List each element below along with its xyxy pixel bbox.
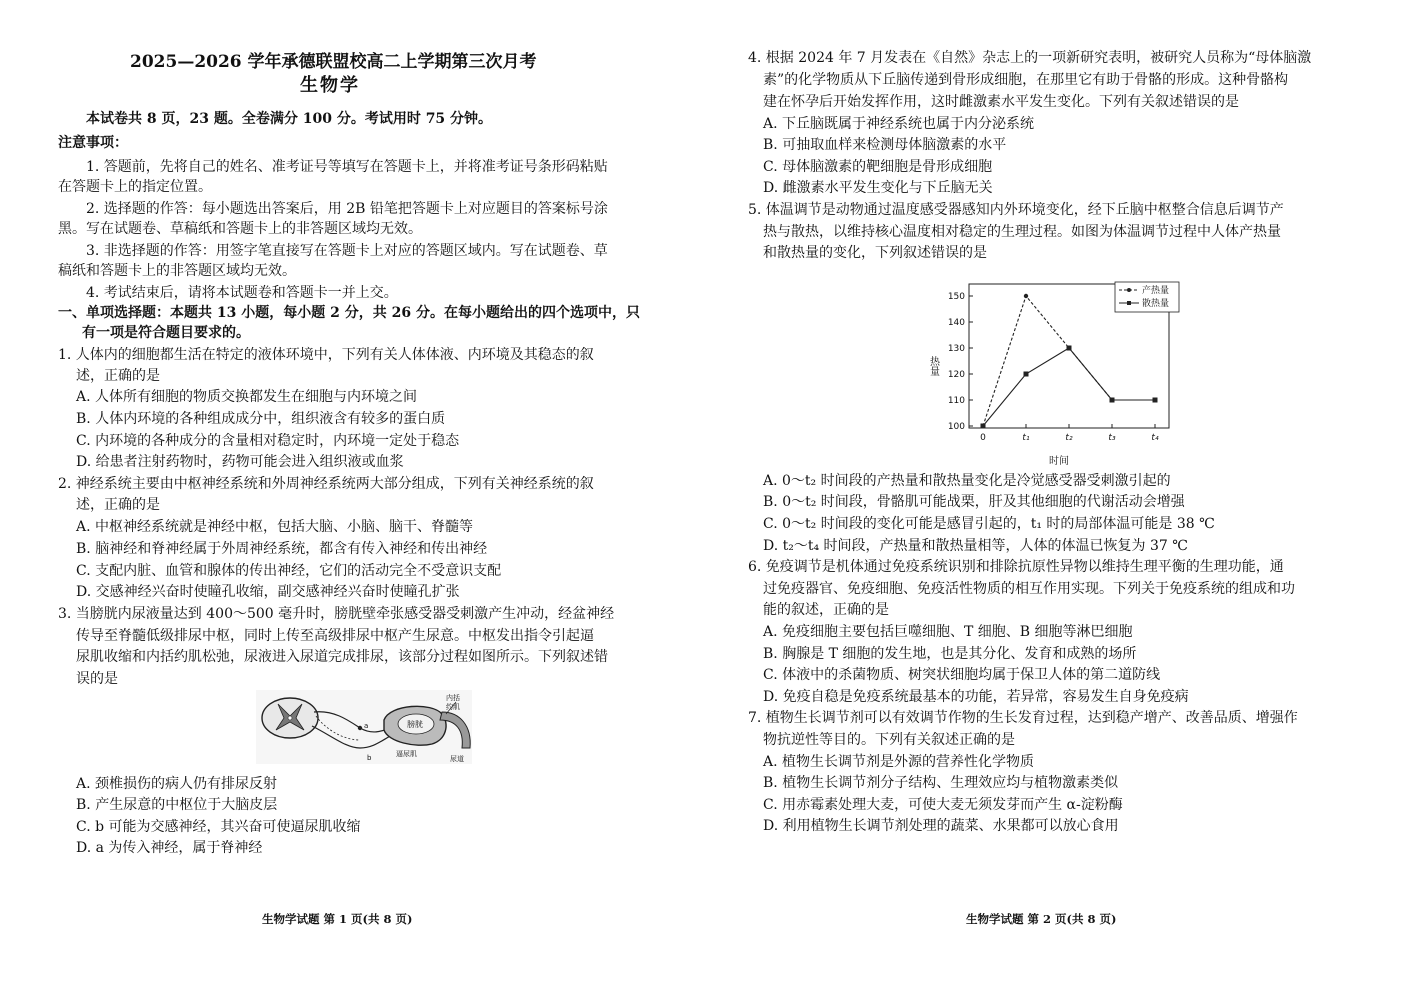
question-6-option-d: D. 免疫自稳是免疫系统最基本的功能，若异常，容易发生自身免疫病 bbox=[763, 689, 1189, 705]
question-7-option-c: C. 用赤霉素处理大麦，可使大麦无须发芽而产生 α-淀粉酶 bbox=[763, 797, 1123, 813]
heat-dissipation-point bbox=[1110, 398, 1115, 403]
section-heading: 一、单项选择题：本题共 13 小题，每小题 2 分，共 26 分。在每小题给出的四个选项中，只 bbox=[58, 305, 640, 321]
question-6-stem: 6. 免疫调节是机体通过免疫系统识别和排除抗原性异物以维持生理平衡的生理功能，通 bbox=[748, 559, 1284, 575]
question-1-stem: 述，正确的是 bbox=[76, 368, 160, 384]
question-6-option-b: B. 胸腺是 T 细胞的发生地，也是其分化、发育和成熟的场所 bbox=[763, 646, 1137, 662]
question-3-stem: 误的是 bbox=[76, 671, 118, 687]
question-6-stem: 过免疫器官、免疫细胞、免疫活性物质的相互作用实现。下列关于免疫系统的组成和功 bbox=[763, 581, 1295, 597]
question-2-option-a: A. 中枢神经系统就是神经中枢，包括大脑、小脑、脑干、脊髓等 bbox=[76, 519, 474, 535]
note-line: 1. 答题前，先将自己的姓名、准考证号等填写在答题卡上，并将准考证号条形码粘贴 bbox=[86, 159, 608, 175]
question-6-option-a: A. 免疫细胞主要包括巨噬细胞、T 细胞、B 细胞等淋巴细胞 bbox=[763, 624, 1133, 640]
question-3-stem: 尿肌收缩和内括约肌松弛，尿液进入尿道完成排尿，该部分过程如图所示。下列叙述错 bbox=[76, 649, 608, 665]
spinal-cord-section bbox=[262, 698, 318, 738]
question-3-option-a: A. 颈椎损伤的病人仍有排尿反射 bbox=[76, 776, 278, 792]
question-4-option-a: A. 下丘脑既属于神经系统也属于内分泌系统 bbox=[763, 116, 1035, 132]
y-tick-label: 150 bbox=[947, 292, 965, 302]
subject-title: 生物学 bbox=[300, 75, 360, 96]
chart-legend bbox=[1115, 282, 1179, 312]
question-5-stem: 热与散热，以维持核心温度相对稳定的生理过程。如图为体温调节过程中人体产热量 bbox=[763, 224, 1281, 240]
note-line: 黑。写在试题卷、草稿纸和答题卡上的非答题区域均无效。 bbox=[58, 221, 422, 237]
question-3-stem: 3. 当膀胱内尿液量达到 400～500 毫升时，膀胱壁牵张感受器受刺激产生冲动，经盆神经 bbox=[58, 606, 615, 622]
label-detrusor: 逼尿肌 bbox=[396, 750, 417, 758]
series-heat-dissipation-line bbox=[983, 348, 1155, 426]
question-2-option-b: B. 脑神经和脊神经属于外周神经系统，都含有传入神经和传出神经 bbox=[76, 541, 488, 557]
heat-chart bbox=[919, 272, 1189, 468]
heat-dissipation-point bbox=[1024, 372, 1029, 377]
label-sphincter-line2: 约肌 bbox=[446, 703, 460, 711]
notes-title: 注意事项： bbox=[58, 135, 128, 151]
page-2 bbox=[709, 0, 1418, 983]
y-tick-label: 140 bbox=[947, 318, 965, 328]
exam-info: 本试卷共 8 页，23 题。全卷满分 100 分。考试用时 75 分钟。 bbox=[86, 111, 493, 127]
x-tick-label: t₂ bbox=[1065, 433, 1073, 443]
note-line: 3. 非选择题的作答：用签字笔直接写在答题卡上对应的答题区域内。写在试题卷、草 bbox=[86, 243, 608, 259]
question-3-option-d: D. a 为传入神经，属于脊神经 bbox=[76, 840, 263, 856]
label-a: a bbox=[364, 722, 369, 730]
question-7-stem: 7. 植物生长调节剂可以有效调节作物的生长发育过程，达到稳产增产、改善品质、增强作 bbox=[748, 710, 1298, 726]
x-tick-label: t₃ bbox=[1108, 433, 1116, 443]
section-heading: 有一项是符合题目要求的。 bbox=[82, 325, 250, 341]
question-1-option-b: B. 人体内环境的各种组成成分中，组织液含有较多的蛋白质 bbox=[76, 411, 446, 427]
question-3-option-c: C. b 可能为交感神经，其兴奋可使逼尿肌收缩 bbox=[76, 819, 361, 835]
x-tick-label: 0 bbox=[980, 433, 986, 443]
question-4-stem: 素”的化学物质从下丘脑传递到骨形成细胞，在那里它有助于骨骼的形成。这种骨骼构 bbox=[763, 72, 1289, 88]
question-1-option-d: D. 给患者注射药物时，药物可能会进入组织液或血浆 bbox=[76, 454, 404, 470]
page-footer: 生物学试题 第 2 页(共 8 页) bbox=[966, 912, 1117, 926]
heat-dissipation-point bbox=[981, 424, 986, 429]
note-line: 2. 选择题的作答：每小题选出答案后，用 2B 铅笔把答题卡上对应题目的答案标号涂 bbox=[86, 201, 608, 217]
question-1-option-c: C. 内环境的各种成分的含量相对稳定时，内环境一定处于稳态 bbox=[76, 433, 460, 449]
question-4-stem: 建在怀孕后开始发挥作用，这时雌激素水平发生变化。下列有关叙述错误的是 bbox=[763, 94, 1239, 110]
x-tick-label: t₄ bbox=[1151, 433, 1159, 443]
question-5-option-a: A. 0～t₂ 时间段的产热量和散热量变化是冷觉感受器受刺激引起的 bbox=[763, 473, 1171, 489]
note-line: 在答题卡上的指定位置。 bbox=[58, 179, 212, 195]
x-tick-label: t₁ bbox=[1022, 433, 1030, 443]
heat-production-point bbox=[1024, 294, 1028, 298]
question-4-option-c: C. 母体脑激素的靶细胞是骨形成细胞 bbox=[763, 159, 993, 175]
label-sphincter-line1: 内括 bbox=[446, 694, 460, 702]
chart-y-axis-label: 热量 bbox=[927, 356, 939, 376]
question-2-stem: 2. 神经系统主要由中枢神经系统和外周神经系统两大部分组成，下列有关神经系统的叙 bbox=[58, 476, 594, 492]
legend-heat-dissipation: 散热量 bbox=[1142, 299, 1170, 309]
note-line: 4. 考试结束后，请将本试题卷和答题卡一并上交。 bbox=[86, 285, 398, 301]
question-5-option-b: B. 0～t₂ 时间段，骨骼肌可能战栗，肝及其他细胞的代谢活动会增强 bbox=[763, 494, 1185, 510]
legend-heat-production: 产热量 bbox=[1142, 286, 1170, 296]
page-footer: 生物学试题 第 1 页(共 8 页) bbox=[262, 912, 413, 926]
label-b: b bbox=[367, 754, 372, 762]
question-2-option-d: D. 交感神经兴奋时使瞳孔收缩，副交感神经兴奋时使瞳孔扩张 bbox=[76, 584, 460, 600]
heat-dissipation-point bbox=[1067, 346, 1072, 351]
y-tick-label: 110 bbox=[947, 396, 965, 406]
question-5-stem: 5. 体温调节是动物通过温度感受器感知内外环境变化，经下丘脑中枢整合信息后调节产 bbox=[748, 202, 1284, 218]
micturition-diagram bbox=[256, 690, 472, 764]
series-heat-production-line bbox=[983, 296, 1155, 426]
question-6-option-c: C. 体液中的杀菌物质、树突状细胞均属于保卫人体的第二道防线 bbox=[763, 667, 1161, 683]
question-1-option-a: A. 人体所有细胞的物质交换都发生在细胞与内环境之间 bbox=[76, 389, 418, 405]
y-tick-label: 120 bbox=[947, 370, 965, 380]
label-urethra: 尿道 bbox=[450, 755, 464, 763]
note-line: 稿纸和答题卡上的非答题区域均无效。 bbox=[58, 263, 296, 279]
heat-dissipation-point bbox=[1153, 398, 1158, 403]
question-7-option-b: B. 植物生长调节剂分子结构、生理效应均与植物激素类似 bbox=[763, 775, 1119, 791]
chart-x-axis-label: 时间 bbox=[1049, 456, 1069, 467]
question-4-option-b: B. 可抽取血样来检测母体脑激素的水平 bbox=[763, 137, 1007, 153]
question-3-stem: 传导至脊髓低级排尿中枢，同时上传至高级排尿中枢产生尿意。中枢发出指令引起逼 bbox=[76, 628, 594, 644]
question-7-option-a: A. 植物生长调节剂是外源的营养性化学物质 bbox=[763, 754, 1035, 770]
y-tick-label: 100 bbox=[947, 422, 965, 432]
question-3-option-b: B. 产生尿意的中枢位于大脑皮层 bbox=[76, 797, 278, 813]
question-1-stem: 1. 人体内的细胞都生活在特定的液体环境中，下列有关人体体液、内环境及其稳态的叙 bbox=[58, 347, 594, 363]
question-5-option-c: C. 0～t₂ 时间段的变化可能是感冒引起的，t₁ 时的局部体温可能是 38 ℃ bbox=[763, 516, 1215, 532]
question-4-stem: 4. 根据 2024 年 7 月发表在《自然》杂志上的一项新研究表明，被研究人员称为“母体脑激 bbox=[748, 50, 1312, 66]
question-6-stem: 能的叙述，正确的是 bbox=[763, 602, 889, 618]
question-5-option-d: D. t₂～t₄ 时间段，产热量和散热量相等，人体的体温已恢复为 37 ℃ bbox=[763, 538, 1188, 554]
question-7-option-d: D. 利用植物生长调节剂处理的蔬菜、水果都可以放心食用 bbox=[763, 818, 1119, 834]
bladder bbox=[384, 706, 446, 745]
exam-title: 2025—2026 学年承德联盟校高二上学期第三次月考 bbox=[130, 52, 537, 72]
question-5-stem: 和散热量的变化，下列叙述错误的是 bbox=[763, 245, 987, 261]
question-7-stem: 物抗逆性等目的。下列有关叙述正确的是 bbox=[763, 732, 1015, 748]
question-4-option-d: D. 雌激素水平发生变化与下丘脑无关 bbox=[763, 180, 993, 196]
y-tick-label: 130 bbox=[947, 344, 965, 354]
question-2-stem: 述，正确的是 bbox=[76, 497, 160, 513]
question-2-option-c: C. 支配内脏、血管和腺体的传出神经，它们的活动完全不受意识支配 bbox=[76, 563, 502, 579]
label-bladder: 膀胱 bbox=[407, 720, 423, 729]
